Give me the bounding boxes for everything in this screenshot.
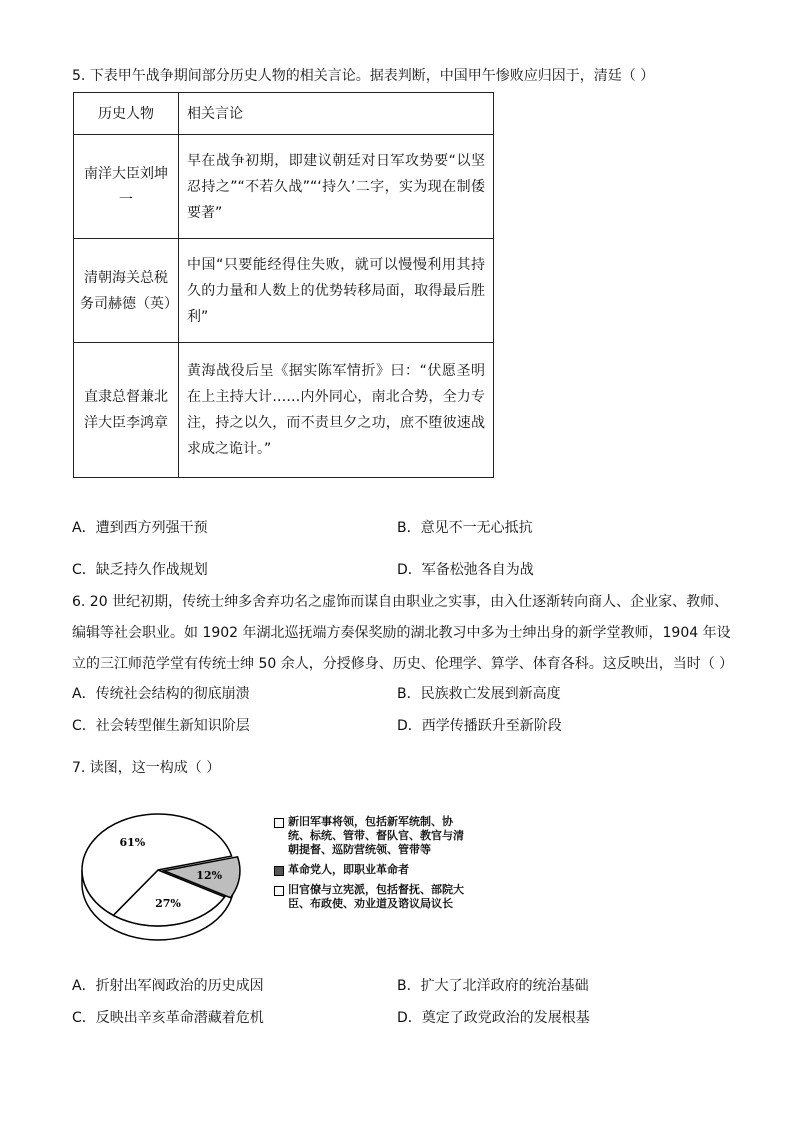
q7-stem: 7. 读图，这一构成（ ） — [72, 760, 221, 776]
pie-slice-label: 27% — [155, 896, 181, 910]
table-row — [74, 343, 494, 478]
q5-table — [73, 92, 494, 478]
person-cell: 直隶总督兼北洋大臣李鸿章 — [74, 343, 179, 478]
q7-option-a[interactable]: A．折射出军阀政治的历史成因 — [72, 978, 264, 994]
q7-option-d[interactable]: D．奠定了政党政治的发展根基 — [397, 1010, 590, 1026]
quote-cell: 黄海战役后呈《据实陈军情折》曰：“伏愿圣明在上主持大计……内外同心，南北合势，全力专注，持之以久，而不责旦夕之功，庶不堕彼速战求成之诡计。” — [179, 343, 494, 478]
header-person: 历史人物 — [74, 93, 179, 135]
person-cell: 清朝海关总税务司赫德（英） — [74, 239, 179, 343]
legend-swatch-filled — [274, 866, 284, 876]
quote-cell: 中国“只要能经得住失败，就可以慢慢利用其持久的力量和人数上的优势转移局面，取得最后胜利” — [179, 239, 494, 343]
header-quote: 相关言论 — [179, 93, 494, 135]
pie-slice-label: 61% — [119, 836, 146, 850]
q5-option-d[interactable]: D．军备松弛各自为战 — [397, 562, 534, 578]
chart-legend — [274, 815, 474, 917]
q6-option-c[interactable]: C．社会转型催生新知识阶层 — [72, 718, 250, 734]
q6-option-d[interactable]: D．西学传播跃升至新阶段 — [397, 718, 562, 734]
legend-text: 革命党人，即职业革命者 — [288, 863, 409, 876]
legend-swatch-empty — [274, 818, 284, 828]
legend-text: 旧官僚与立宪派，包括督抚、部院大臣、布政使、劝业道及谘议局议长 — [288, 883, 464, 910]
person-cell: 南洋大臣刘坤一 — [74, 135, 179, 239]
pie-chart — [80, 808, 250, 958]
q6-stem: 6. 20 世纪初期，传统士绅多舍弃功名之虚饰而谋自由职业之实事，由入仕逐渐转向商人、企业家、教师、编辑等社会职业。如 1902 年湖北巡抚端方奏保奖励的湖北教习中多为士绅出身的新学堂教师，1904 年设立的三江师范学堂有传统士绅 50 余人，分授修身、历史、伦理学、算学、体育各科。这反映出，当时（ ） — [72, 594, 734, 672]
q7-option-c[interactable]: C．反映出辛亥革命潜藏着危机 — [72, 1010, 264, 1026]
q6-option-a[interactable]: A．传统社会结构的彻底崩溃 — [72, 686, 250, 702]
pie-slice-label: 12% — [196, 868, 223, 882]
legend-item — [274, 815, 474, 857]
table-row — [74, 239, 494, 343]
table-row — [74, 135, 494, 239]
q5-option-a[interactable]: A．遭到西方列强干预 — [72, 520, 208, 536]
legend-text: 新旧军事将领，包括新军统制、协统、标统、管带、督队官、教官与清朝提督、巡防营统领、管带等 — [288, 815, 464, 856]
legend-swatch-empty — [274, 886, 284, 896]
q5-option-b[interactable]: B．意见不一无心抵抗 — [397, 520, 533, 536]
q6-option-b[interactable]: B．民族救亡发展到新高度 — [397, 686, 561, 702]
q7-option-b[interactable]: B．扩大了北洋政府的统治基础 — [397, 978, 589, 994]
table-header-row — [74, 93, 494, 135]
legend-item — [274, 863, 474, 877]
legend-item — [274, 883, 474, 911]
quote-cell: 早在战争初期，即建议朝廷对日军攻势要“以坚忍持之”“不若久战”“‘持久’二字，实为现在制倭要著” — [179, 135, 494, 239]
q5-stem: 5. 下表甲午战争期间部分历史人物的相关言论。据表判断，中国甲午惨败应归因于，清廷（ ） — [72, 68, 655, 84]
q5-option-c[interactable]: C．缺乏持久作战规划 — [72, 562, 208, 578]
